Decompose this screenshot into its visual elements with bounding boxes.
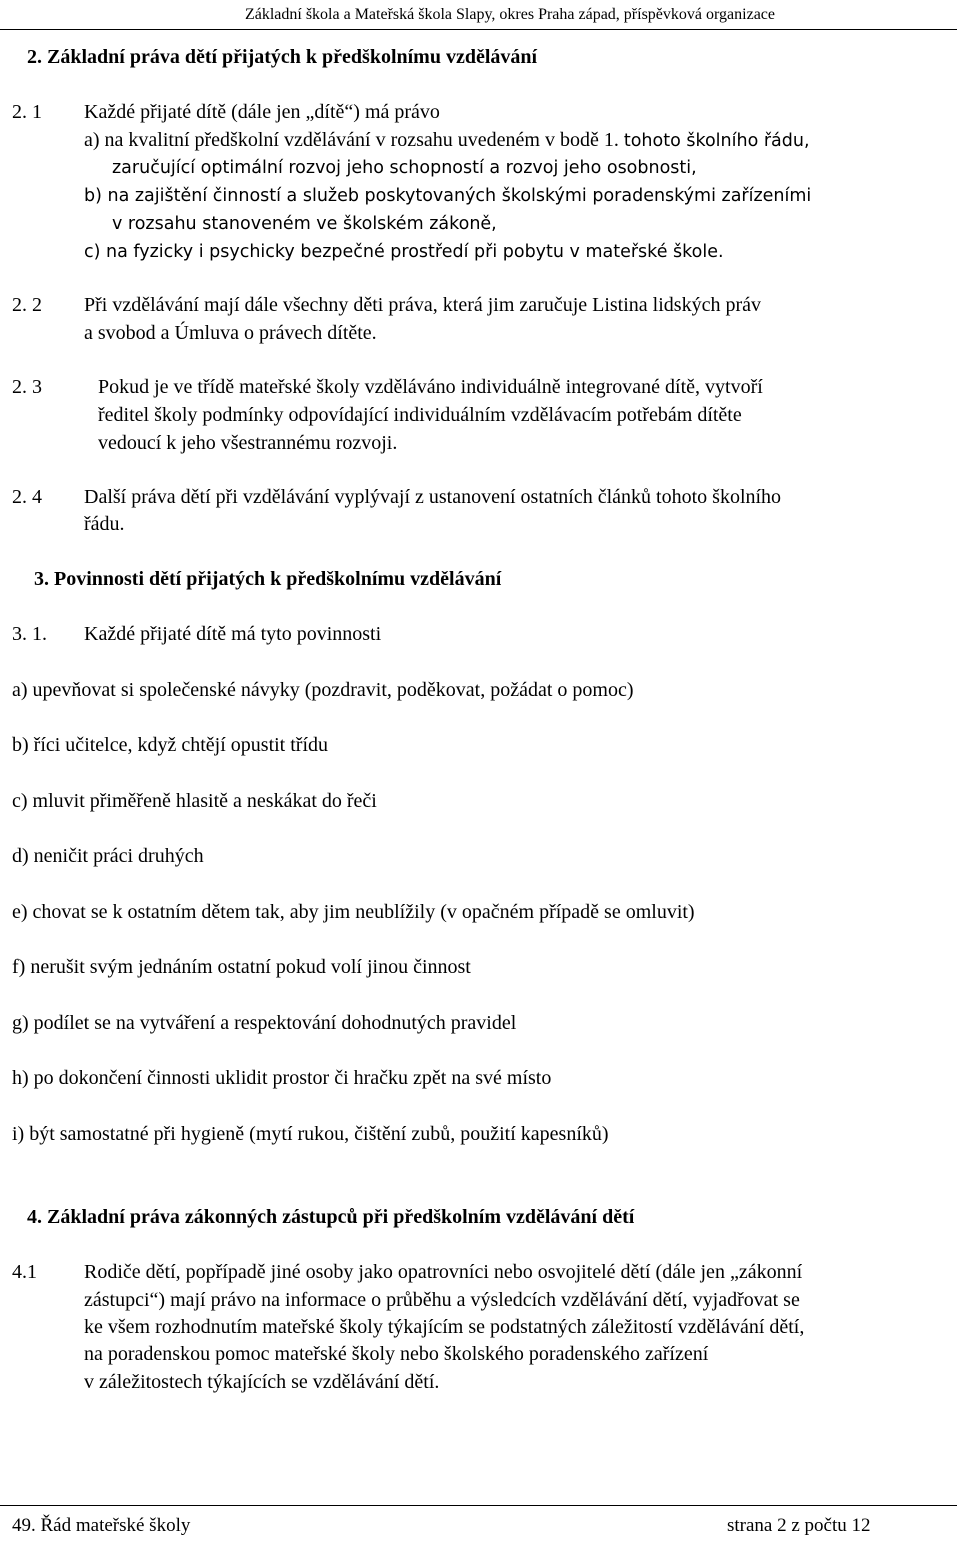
- footer-document-title: 49. Řád mateřské školy: [12, 1515, 191, 1536]
- p21-item-b-line1: b) na zajištění činností a služeb poskytovaných školskými poradenskými zařízeními: [84, 186, 812, 206]
- p41-line5: v záležitostech týkajících se vzdělávání dětí.: [84, 1371, 440, 1393]
- p23-line2: ředitel školy podmínky odpovídající individuálním vzdělávacím potřebám dítěte: [98, 404, 742, 426]
- p21-item-c: c) na fyzicky i psychicky bezpečné prostředí při pobytu v mateřské škole.: [84, 242, 724, 262]
- section-3-heading: 3. Povinnosti dětí přijatých k předškolnímu vzdělávání: [34, 568, 502, 590]
- p21-text: Každé přijaté dítě (dále jen „dítě“) má právo: [84, 101, 440, 123]
- p41-line4: na poradenskou pomoc mateřské školy nebo školského poradenského zařízení: [84, 1343, 709, 1365]
- header-text: Základní škola a Mateřská škola Slapy, okres Praha západ, příspěvková organizace: [244, 6, 775, 23]
- p21-item-a-line1-rest: tohoto školního řádu,: [623, 131, 810, 151]
- p41-line3: ke všem rozhodnutím mateřské školy týkajícím se podstatných záležitostí vzdělávání dětí,: [84, 1316, 805, 1338]
- duty-item: f) nerušit svým jednáním ostatní pokud volí jinou činnost: [12, 956, 471, 978]
- p21-item-b-line2: v rozsahu stanoveném ve školském zákoně,: [112, 214, 497, 234]
- footer-page-number: strana 2 z počtu 12: [727, 1515, 871, 1536]
- p21-number: 2. 1: [12, 101, 42, 123]
- duty-item: g) podílet se na vytváření a respektování dohodnutých pravidel: [12, 1012, 517, 1034]
- p31-text: Každé přijaté dítě má tyto povinnosti: [84, 623, 382, 645]
- p21-item-a: [84, 127, 810, 155]
- p24-number: 2. 4: [12, 486, 42, 508]
- p41-line2: zástupci“) mají právo na informace o průběhu a výsledcích vzdělávání dětí, vyjadřovat se: [84, 1289, 800, 1311]
- section-4-heading: 4. Základní práva zákonných zástupců při předškolním vzdělávání dětí: [27, 1206, 635, 1228]
- p22-number: 2. 2: [12, 294, 42, 316]
- duty-item: h) po dokončení činnosti uklidit prostor či hračku zpět na své místo: [12, 1067, 552, 1089]
- duty-item: i) být samostatné při hygieně (mytí rukou, čištění zubů, použití kapesníků): [12, 1123, 609, 1145]
- p23-line3: vedoucí k jeho všestrannému rozvoji.: [98, 432, 398, 454]
- p22-line1: Při vzdělávání mají dále všechny děti práva, která jim zaručuje Listina lidských práv: [84, 294, 761, 316]
- page-header: [0, 0, 957, 30]
- p24-line2: řádu.: [84, 513, 125, 535]
- p23-number: 2. 3: [12, 376, 42, 398]
- duty-item: e) chovat se k ostatním dětem tak, aby jim neublížily (v opačném případě se omluvit): [12, 901, 695, 923]
- duty-item: a) upevňovat si společenské návyky (pozdravit, poděkovat, požádat o pomoc): [12, 679, 634, 701]
- section-2-heading: 2. Základní práva dětí přijatých k předškolnímu vzdělávání: [27, 46, 538, 68]
- p31-number: 3. 1.: [12, 623, 47, 645]
- p23-line1: Pokud je ve třídě mateřské školy vzděláváno individuálně integrované dítě, vytvoří: [98, 376, 763, 398]
- p22-line2: a svobod a Úmluva o právech dítěte.: [84, 322, 377, 344]
- page-footer: [0, 1505, 957, 1541]
- duty-item: b) říci učitelce, když chtějí opustit třídu: [12, 734, 329, 756]
- p21-item-a-line1: a) na kvalitní předškolní vzdělávání v rozsahu uvedeném v bodě 1.: [84, 129, 619, 151]
- duty-item: d) neničit práci druhých: [12, 845, 204, 867]
- p24-line1: Další práva dětí při vzdělávání vyplývají z ustanovení ostatních článků tohoto školního: [84, 486, 782, 508]
- p21-item-a-line2: zaručující optimální rozvoj jeho schopností a rozvoj jeho osobnosti,: [112, 158, 697, 178]
- duty-item: c) mluvit přiměřeně hlasitě a neskákat do řeči: [12, 790, 377, 812]
- p41-number: 4.1: [12, 1261, 37, 1283]
- p41-line1: Rodiče dětí, popřípadě jiné osoby jako opatrovníci nebo osvojitelé dětí (dále jen „zákonní: [84, 1261, 803, 1283]
